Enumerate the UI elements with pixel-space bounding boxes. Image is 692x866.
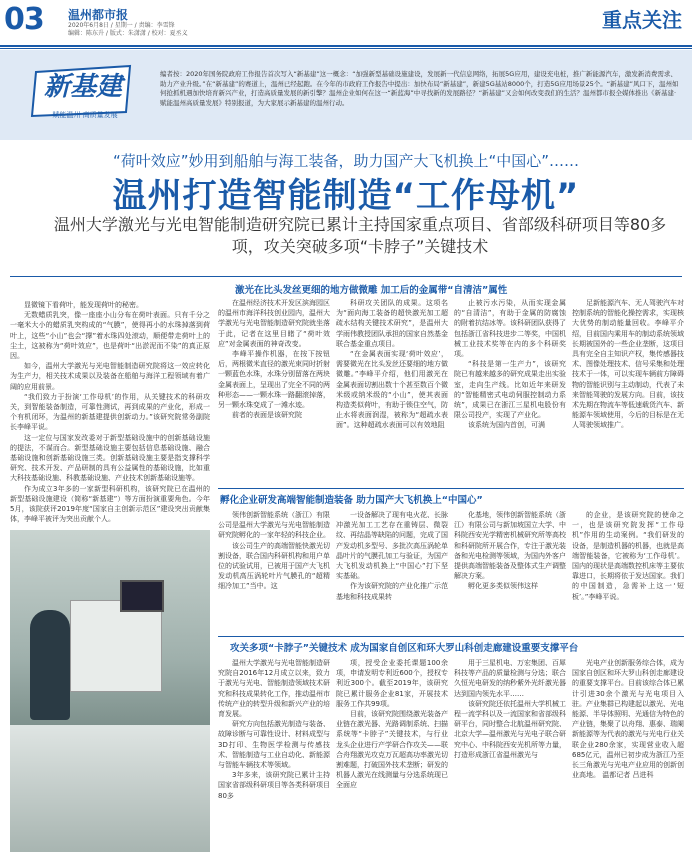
paragraph: 该公司生产的高端智能快激光切割设备，联合国内科研机构和用户单位的试验试用，已被用于国产大飞机发动机高压涡轮叶片气膜孔的“超精细冷加工”当中。这: [218, 541, 330, 591]
paragraph: 足新能源汽车、无人驾驶汽车对控制系统的智能化操控需求，实现核大优势的制动能量回收。李峰平介绍，目前国内乘用车的制动系统领域长期被国外的一些企业垄断，这项目具有完全自主知识产权，集传感器技术、图像处理技术、信号采集和处理技术于一体，可以实现车辆前方障碍物的智能识别与主动制动，代表了未来智能驾驶的发展方向。目前，该技术先期在物流车等低速载货汽车、新能源车领域使用，今后的目标是在无人驾驶领域推广。: [572, 299, 684, 430]
headline-subtitle: 温州大学激光与光电智能制造研究院已累计主持国家重点项目、省部级科研项目等80多项，攻关突破多项“卡脖子”关键技术: [53, 215, 667, 256]
article-column: [218, 298, 330, 478]
headline-divider: [10, 276, 682, 277]
paragraph: “我们致力于扮演‘工作母机’的作用，从关键技术的科研攻关，到智能装备制造，可靠性测试，再到成果的产业化，形成一个有机闭环，为温州的新基建提供创新动力。”该研究院常务副院长李峰平说。: [10, 392, 210, 432]
paragraph: 李峰平操作机器，在按下按钮后，两根微米直径的激光束同时折射一颗蓝色水珠，水珠分别留落在两块金属表面上，呈现出了完全不同的两种形态——一颗水珠一路翻滚掉落，另一颗水珠变成了一滩水迹。: [218, 350, 330, 410]
laser-machine-image: [70, 600, 162, 692]
issue-meta: [68, 22, 188, 38]
section-divider: [218, 488, 684, 489]
column-tagline: 赋能温州 高质量发展: [52, 111, 118, 119]
paragraph: “科技是第一生产力”，该研究院已有越来越多的研究成果走出实验室，走向生产线。比如近年来研发的“智能精密式电动伺服控制动力系统”，成果已在浙江三星机电股份有限公司投产，实现了产业化。: [454, 360, 566, 420]
paragraph: 用于三星机电、万宏集团、百犀科技等产品的质量检测与分选；联合久恒光电研发的纳秒紫外光纤激光器达到国内领先水平……: [454, 659, 566, 698]
paragraph: 科研攻关团队的成果。这项名为“面向海工装备的超快激光加工超疏水结构关键技术研究”，是温州大学雨伟教授团队承担的国家自然基金联合基金重点项目。: [336, 299, 448, 348]
editor-note: 编者按：2020年国务院政府工作报告首次写入“新基建”这一概念：“加强新型基础设施建设，发展新一代信息网络，拓展5G应用，建设充电桩，推广新能源汽车，激发新消费需求、助力产业升级。”在“新基建”的赛道上，温州已经起跑。在今年的市政府工作报告中提出：加快布局“新基建”，新建5G基站8000个，打造5G应用场景25个。“新基建”风口下，温州如何抢抓机遇加快培育新兴产业，打造高质量发展的新引擎？温州企业如何在这一“新蓝海”中寻找新的发展路径？“新基建”又会如何改变我们的生活？温州都市报全媒体推出《新基建·赋能温州高质量发展》特别报道，为大家展示新基建的温州行动。: [160, 70, 679, 107]
paragraph: 研究方向包括激光制造与装备、故障诊断与可靠性设计、材料成型与3D打印、生物医学检测与传感技术、智能制造与工业自动化、新能源与智能车辆技术等领域。: [218, 720, 330, 770]
page-number: 03: [4, 2, 44, 37]
header-divider: [0, 45, 692, 47]
article-column: [336, 298, 448, 478]
paragraph: 项，授受企业委托课题100余项，申请发明专利近600个，授权专利近300个。截至2019年，该研究院已累计服务企业81家，开展技术服务工作共99项。: [336, 659, 448, 708]
headline-lead: “荷叶效应”妙用到船舶与海工装备，助力国产大飞机换上“中国心”……: [112, 152, 580, 170]
article-column: [454, 658, 566, 858]
column-name: 新基建: [44, 72, 123, 102]
paragraph: “在金属表面实现‘荷叶效应’，需要微光在比头发丝还要细的地方做微雕。”李峰平介绍，他们用激光在金属表面切割出数十个甚至数百个微米级或纳米级的“小山”，使其表面构造类似荷叶，有助于锁住空气，防止水将表面润湿，被称为“超疏水表面”。这种超疏水表面可以有效地阻: [336, 350, 448, 430]
lab-interior-image: [10, 725, 210, 852]
paragraph: 一设备解决了现有电火花、长脉冲激光加工工艺存在重铸层、微裂纹、再结晶等缺陷的问题，完成了国产发动机多型号、多批次高压涡轮单晶叶片的气膜孔加工与验证，为国产大飞机发动机换上“中国心”打下坚实基础。: [336, 511, 448, 581]
section-heading-1: 激光在比头发丝更细的地方做微雕 加工后的金属带“自清洁”属性: [235, 285, 508, 296]
paragraph: 前者的表面是该研究院: [232, 411, 302, 420]
paper-name: 温州都市报: [68, 8, 129, 22]
article-column: [572, 510, 684, 630]
paragraph: 无数蜡质乳突，像一座座小山分布在荷叶表面。只有千分之一毫米大小的蜡质乳突构成的“气膜”，使得再小的水珠掉落到荷叶上，这些“小山”也会“撑”着水珠四处滚动，顺便带走荷叶上的尘土，这被称为“荷叶效应”，也是荷叶“出淤泥而不染”的真正原因。: [10, 311, 210, 361]
article-column: [218, 510, 330, 630]
paragraph: 光电产业创新服务综合体，成为国家自创区和环大罗山科创走廊建设的重要支撑平台。目前该综合体已累计引进30余个激光与光电项目入驻。产业集群已构建起以激光、光电能源、半导体照明、光通信为特色的产业链，集聚了以舟翔、惠泰、瑞阑新能源等为代表的激光与光电行业关联企业280余家，实现营业收入超685亿元，温州已初步成为浙江乃至长三角激光与光电产业应用的创新创业高地。 温都记者 吕进科: [572, 659, 684, 780]
paragraph: 如今，温州大学激光与光电智能制造研究院将这一效应转化为生产力，相关技术成果以及装备在船舶与海洋工程领域有着广阔的应用前景。: [10, 362, 210, 391]
article-column: [572, 658, 684, 858]
article-column-1: [10, 300, 210, 525]
paragraph: 显微镜下看荷叶，能发现荷叶的秘密。: [24, 301, 143, 309]
section-divider: [218, 636, 684, 637]
paragraph: 作为成立3年多的一家新型科研机构，该研究院已在温州的新型基础设施建设（简称“新基建”）等方面扮演重要角色。今年5月，该院获评2019年度“国家自主创新示范区”建设突出贡献集体，李峰平被评为突出贡献个人。: [10, 484, 210, 524]
headline-title: 温州打造智能制造“工作母机”: [112, 176, 580, 216]
monitor-image: [120, 580, 164, 612]
paragraph: 的企业，是该研究院的使命之一，也是该研究院发挥“工作母机”作用的生动案例。“我们研发的设备，是制造机器的机器，也就是高端智能装备，它被称为‘工作母机’。国内的现状是高端数控机床等主要依靠进口，长期将依于发达国家。我们的中国制造，急需补上这一‘短板’。”李峰平说。: [572, 511, 684, 601]
paragraph: 领伟创新智能系统（浙江）有限公司是温州大学激光与光电智能制造研究院孵化的一家年轻的科技企业。: [218, 511, 330, 540]
paragraph: 在温州经济技术开发区滨海园区的温州市海洋科技创业园内，温州大学激光与光电智能制造研究院就坐落于此，记者在这里目睹了“荷叶效应”对金属表面的神奇改变。: [218, 299, 330, 348]
paragraph: 温州大学激光与光电智能制造研究院自2016年12月成立以来，致力于激光与光电、智能制造领域技术研究和科技成果转化工作，推动温州市传统产业的转型升级和新兴产业的培育发展。: [218, 659, 330, 719]
paragraph: 这一定位与国家发改委对于新型基础设施中的创新基础设施的提法，不谋而合。新型基础设施主要包括信息基础设施、融合基础设施和创新基础设施三类。创新基础设施主要是指支撑科学研究、技术开发、产品研制的具有公益属性的基础设施，比如重大科技基础设施、科教基础设施、产业技术创新基础设施等。: [10, 433, 210, 483]
article-column: [572, 298, 684, 478]
issue-meta-line1: 2020年6月8日 / 星期一 / 责编：李雪锋: [68, 22, 175, 29]
paragraph: 该研究院还依托温州大学机械工程一流学科以及一流国家和省部级科研平台，同时整合北航温州研究院、北京大学—温州激光与光电子联合研究中心、中科院西安光机所等力量，打造形成浙江省温州激光与: [454, 699, 566, 759]
article-column: [454, 510, 566, 630]
issue-meta-line2: 编辑：陈东升 / 版式：朱潇潇 / 校对：夏丞义: [68, 30, 188, 37]
paragraph: 止被污水污染，从而实现金属的“自清洁”，有助于金属的防腐蚀的附着抗结冰等。该科研团队获得了包括浙江省科技进步二等奖，中国机械工业技术奖等在内的多个科研奖项。: [454, 299, 566, 359]
section-heading-3: 攻关多项“卡脖子”关键技术 成为国家自创区和环大罗山科创走廊建设重要支撑平台: [230, 643, 579, 654]
lab-photo: [10, 530, 210, 852]
paragraph: 该系统为国内首创，可满: [468, 421, 545, 430]
section-heading-2: 孵化企业研发高端智能制造装备 助力国产大飞机换上“中国心”: [220, 495, 483, 506]
paragraph: 化基地，领伟创新智能系统（浙江）有限公司与新加坡国立大学、中科院西安光学精密机械研究所等高校和科研院所开展合作，专注于激光装备和光电检测等领域，为国内外客户提供高端智能装备及整体式生产调整解决方案。: [454, 511, 566, 581]
article-column: [454, 298, 566, 478]
article-column: [336, 510, 448, 630]
paragraph: 作为该研究院的产业化推广示范基地和科技成果转: [336, 582, 448, 601]
section-title: 重点关注: [602, 8, 682, 32]
paragraph: 孵化更多类似领伟这样: [468, 582, 538, 591]
article-column: [336, 658, 448, 858]
researcher-image: [30, 610, 70, 720]
paragraph: 目前，该研究院围绕激光装备产业链在激光器、光路调制系统、扫描系统等“卡脖子”关键技术，与行业龙头企业进行产学研合作攻关——联合舟翔激光攻克万瓦超高功率激光切割难题，打破国外技术垄断；研发的机器人激光在线测量与分选系统现已全面应: [336, 710, 448, 790]
article-column: [218, 658, 330, 858]
header-divider-thin: [0, 48, 692, 49]
paragraph: 3年多来，该研究院已累计主持国家省部级科研项目等各类科研项目80多: [218, 771, 330, 800]
